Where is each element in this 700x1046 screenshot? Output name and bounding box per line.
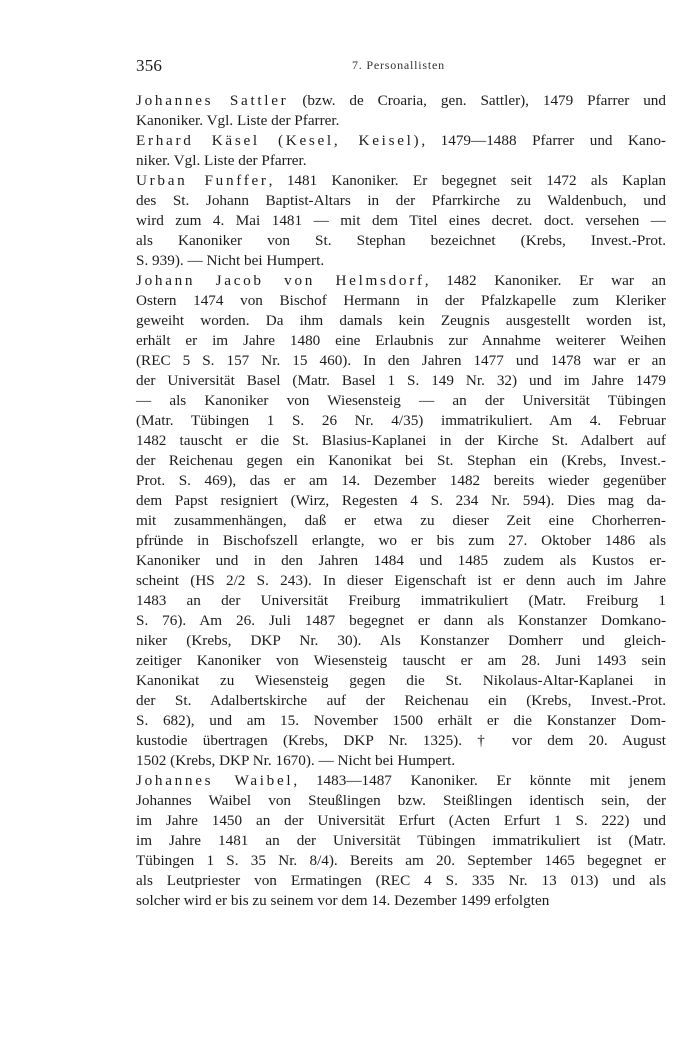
entry-line [136,411,666,431]
entry-text: im Jahre 1481 an der Universität Tübingen immatrikuliert ist (Matr. [136,832,666,849]
entry-text: Ostern 1474 von Bischof Hermann in der Pfalzkapelle zum Kleriker [136,292,666,309]
entry-line [136,571,666,591]
entry-line [136,631,666,651]
entry-text: Kanoniker und in den Jahren 1484 und 1485 zudem als Kustos er- [136,552,666,569]
entry-line [136,131,666,151]
person-entry [136,271,666,771]
entry-text: der Universität Basel (Matr. Basel 1 S. 149 Nr. 32) und im Jahre 1479 [136,372,666,389]
person-entry [136,131,666,171]
entry-text: , 1483—1487 Kanoniker. Er könnte mit jenem [293,772,666,789]
person-entry [136,91,666,131]
entry-text: im Jahre 1450 an der Universität Erfurt (Acten Erfurt 1 S. 222) und [136,812,666,829]
entry-line [136,751,666,771]
entry-line [136,211,666,231]
entry-line [136,771,666,791]
entry-line [136,171,666,191]
entry-text: (REC 5 S. 157 Nr. 15 460). In den Jahren 1477 und 1478 war er an [136,352,666,369]
entry-line [136,831,666,851]
person-entry [136,771,666,911]
entry-text: der Reichenau gegen ein Kanonikat bei St. Stephan ein (Krebs, Invest.- [136,452,666,469]
entry-text: Kanoniker. Vgl. Liste der Pfarrer. [136,112,340,129]
entry-line [136,511,666,531]
entry-text: wird zum 4. Mai 1481 — mit dem Titel eines decret. doct. versehen — [136,212,666,229]
entry-text: (bzw. de Croaria, gen. Sattler), 1479 Pfarrer und [288,92,666,109]
entry-text: dem Papst resigniert (Wirz, Regesten 4 S. 234 Nr. 594). Dies mag da- [136,492,666,509]
entry-text: mit zusammenhängen, daß er etwa zu dieser Zeit eine Chorherren- [136,512,666,529]
person-name: Urban Funffer [136,172,269,189]
entry-line [136,791,666,811]
entry-line [136,611,666,631]
entry-line [136,391,666,411]
entry-text: Tübingen 1 S. 35 Nr. 8/4). Bereits am 20. September 1465 begegnet er [136,852,666,869]
entry-line [136,271,666,291]
person-entry [136,171,666,271]
entry-text: (Matr. Tübingen 1 S. 26 Nr. 4/35) immatrikuliert. Am 4. Februar [136,412,666,429]
entry-text: , 1482 Kanoniker. Er war an [424,272,666,289]
person-name: Johannes Sattler [136,92,289,109]
entry-text: S. 76). Am 26. Juli 1487 begegnet er dann als Konstanzer Domkano- [136,612,666,629]
entry-text: solcher wird er bis zu seinem vor dem 14. Dezember 1499 erfolgten [136,892,550,909]
entry-text: 1483 an der Universität Freiburg immatrikuliert (Matr. Freiburg 1 [136,592,666,609]
entry-line [136,531,666,551]
entry-line [136,591,666,611]
entry-line [136,811,666,831]
person-name: Erhard Käsel (Kesel, Keisel) [136,132,422,149]
entry-text: 1482 tauscht er die St. Blasius-Kaplanei in der Kirche St. Adalbert auf [136,432,666,449]
page-header [136,56,666,80]
entry-line [136,551,666,571]
entry-text: geweiht worden. Da ihm damals kein Zeugnis ausgestellt worden ist, [136,312,666,329]
person-name: Johann Jacob von Helmsdorf [136,272,425,289]
entry-text: als Leutpriester von Ermatingen (REC 4 S. 335 Nr. 13 013) und als [136,872,666,889]
entry-text: — als Kanoniker von Wiesensteig — an der Universität Tübingen [136,392,666,409]
entry-line [136,451,666,471]
entry-line [136,711,666,731]
entry-line [136,491,666,511]
page-body [136,91,666,911]
page-number: 356 [136,56,163,75]
entry-line [136,291,666,311]
entry-line [136,871,666,891]
entry-line [136,351,666,371]
entry-line [136,331,666,351]
entry-line [136,731,666,751]
entry-line [136,471,666,491]
entry-line [136,231,666,251]
entry-text: Johannes Waibel von Steußlingen bzw. Steißlingen identisch sein, der [136,792,666,809]
entry-text: niker. Vgl. Liste der Pfarrer. [136,152,307,169]
person-name: Johannes Waibel [136,772,294,789]
entry-line [136,111,666,131]
entry-line [136,371,666,391]
entry-line [136,251,666,271]
entry-text: der St. Adalbertskirche auf der Reichenau ein (Krebs, Invest.-Prot. [136,692,666,709]
entry-line [136,91,666,111]
entry-text: , 1481 Kanoniker. Er begegnet seit 1472 als Kaplan [268,172,666,189]
running-head: 7. Personallisten [352,58,445,72]
entry-line [136,191,666,211]
entry-text: Kanonikat zu Wiesensteig gegen die St. Nikolaus-Altar-Kaplanei in [136,672,666,689]
entry-text: kustodie übertragen (Krebs, DKP Nr. 1325). † vor dem 20. August [136,732,666,749]
entry-text: , 1479—1488 Pfarrer und Kano- [421,132,666,149]
entry-line [136,151,666,171]
entry-line [136,891,666,911]
entry-text: Prot. S. 469), das er am 14. Dezember 1482 bereits wieder gegenüber [136,472,666,489]
entry-line [136,671,666,691]
entry-line [136,651,666,671]
entry-text: S. 939). — Nicht bei Humpert. [136,252,325,269]
entry-text: S. 682), und am 15. November 1500 erhält er die Konstanzer Dom- [136,712,666,729]
entry-text: zeitiger Kanoniker von Wiesensteig tauscht er am 28. Juni 1493 sein [136,652,666,669]
entry-text: des St. Johann Baptist-Altars in der Pfarrkirche zu Waldenbuch, und [136,192,666,209]
entry-text: 1502 (Krebs, DKP Nr. 1670). — Nicht bei Humpert. [136,752,456,769]
entry-line [136,851,666,871]
entry-text: niker (Krebs, DKP Nr. 30). Als Konstanzer Domherr und gleich- [136,632,666,649]
entry-line [136,311,666,331]
entry-text: als Kanoniker von St. Stephan bezeichnet (Krebs, Invest.-Prot. [136,232,666,249]
entry-text: erhält er im Jahre 1480 eine Erlaubnis zur Annahme weiterer Weihen [136,332,666,349]
entry-line [136,431,666,451]
entry-line [136,691,666,711]
entry-text: scheint (HS 2/2 S. 243). In dieser Eigenschaft ist er denn auch im Jahre [136,572,666,589]
entry-text: pfründe in Bischofszell erlangte, wo er bis zum 27. Oktober 1486 als [136,532,666,549]
